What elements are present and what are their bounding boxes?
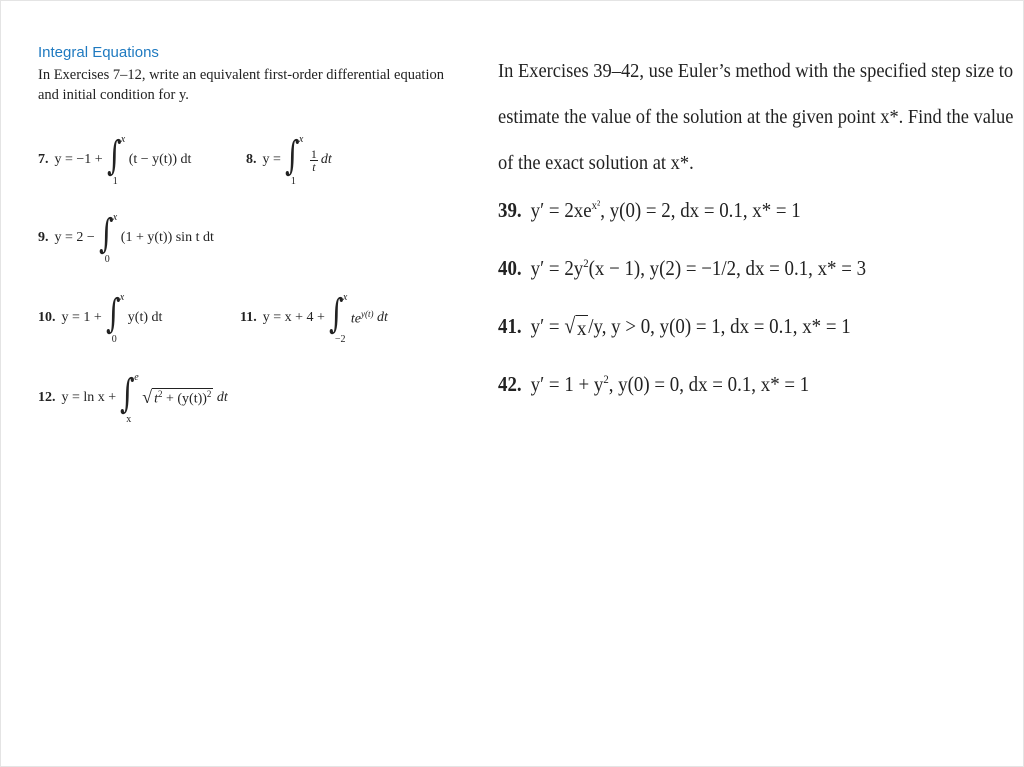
exercise-integrand: y(t) dt bbox=[127, 310, 163, 325]
fraction: $\frac{1}{t}$ bbox=[310, 146, 317, 174]
exercise-differential: dt bbox=[320, 152, 332, 167]
exercise-7 bbox=[38, 133, 192, 187]
exercise-number: 40. bbox=[498, 256, 522, 280]
exercise-lhs: y = bbox=[262, 152, 281, 167]
exercise-10 bbox=[38, 291, 163, 345]
euler-method-section bbox=[498, 48, 1014, 186]
exercise-12 bbox=[38, 371, 228, 425]
exercise-39: 39. $y' = 2xe^{x^2}$, y(0) = 2, dx = 0.1, x* = 1 bbox=[498, 198, 801, 222]
exercise-lhs: y = 2 − bbox=[54, 230, 95, 245]
exercise-lhs: y = −1 + bbox=[54, 152, 103, 167]
integral-sign: ∫ x 0 bbox=[98, 211, 118, 265]
exercise-number: 8. bbox=[246, 152, 257, 167]
euler-instructions-line-1: In Exercises 39–42, use Euler’s method with the specified step size to bbox=[498, 60, 1014, 82]
exercise-differential: dt bbox=[216, 390, 228, 405]
exercise-lhs: y = ln x + bbox=[61, 390, 117, 405]
exercise-differential: dt bbox=[377, 310, 388, 325]
exercise-number: 12. bbox=[38, 390, 56, 405]
integral-sign: ∫ x −2 bbox=[328, 291, 348, 345]
square-root: √ $t^2 + (y(t))^2$ bbox=[142, 387, 212, 408]
exercise-integrand: (t − y(t)) dt bbox=[128, 152, 192, 167]
exercise-lhs: y = 1 + bbox=[61, 310, 102, 325]
exercise-number: 10. bbox=[38, 310, 56, 325]
exercise-number: 9. bbox=[38, 230, 49, 245]
exercise-number: 41. bbox=[498, 314, 522, 338]
integral-sign: ∫ e x bbox=[120, 371, 139, 425]
exercise-41: 41. y′ = √ x /y, y > 0, y(0) = 1, dx = 0.1, x* = 1 bbox=[498, 313, 851, 340]
exercise-number: 7. bbox=[38, 152, 49, 167]
integral-sign: ∫ x 1 bbox=[284, 133, 304, 187]
exercise-integrand: $te^{y(t)}$ bbox=[350, 308, 374, 327]
exercise-number: 11. bbox=[240, 310, 257, 325]
exercise-40: 40. $y' = 2y^2(x - 1)$, y(2) = −1/2, dx = 0.1, x* = 3 bbox=[498, 256, 867, 280]
instructions-line-2: and initial condition for y. bbox=[38, 87, 189, 103]
section-instructions bbox=[38, 65, 478, 105]
exercise-9 bbox=[38, 211, 214, 265]
integral-sign: ∫ x 1 bbox=[106, 133, 126, 187]
euler-instructions-line-2: estimate the value of the solution at the given point x*. Find the value bbox=[498, 106, 1014, 128]
euler-instructions-line-3: of the exact solution at x*. bbox=[498, 152, 694, 174]
integral-equations-section bbox=[38, 44, 478, 105]
exercise-11 bbox=[240, 291, 388, 345]
instructions-line-1: In Exercises 7–12, write an equivalent first-order differential equation bbox=[38, 67, 444, 83]
integral-sign: ∫ x 0 bbox=[105, 291, 125, 345]
exercise-8 bbox=[246, 133, 332, 187]
section-heading: Integral Equations bbox=[38, 44, 159, 61]
exercise-integrand: (1 + y(t)) sin t dt bbox=[120, 230, 214, 245]
exercise-42: 42. $y' = 1 + y^2$, y(0) = 0, dx = 0.1, x* = 1 bbox=[498, 372, 810, 396]
exercise-lhs: y = x + 4 + bbox=[262, 310, 325, 325]
exercise-number: 39. bbox=[498, 198, 522, 222]
square-root: √ x bbox=[564, 313, 587, 340]
exercise-number: 42. bbox=[498, 372, 522, 396]
